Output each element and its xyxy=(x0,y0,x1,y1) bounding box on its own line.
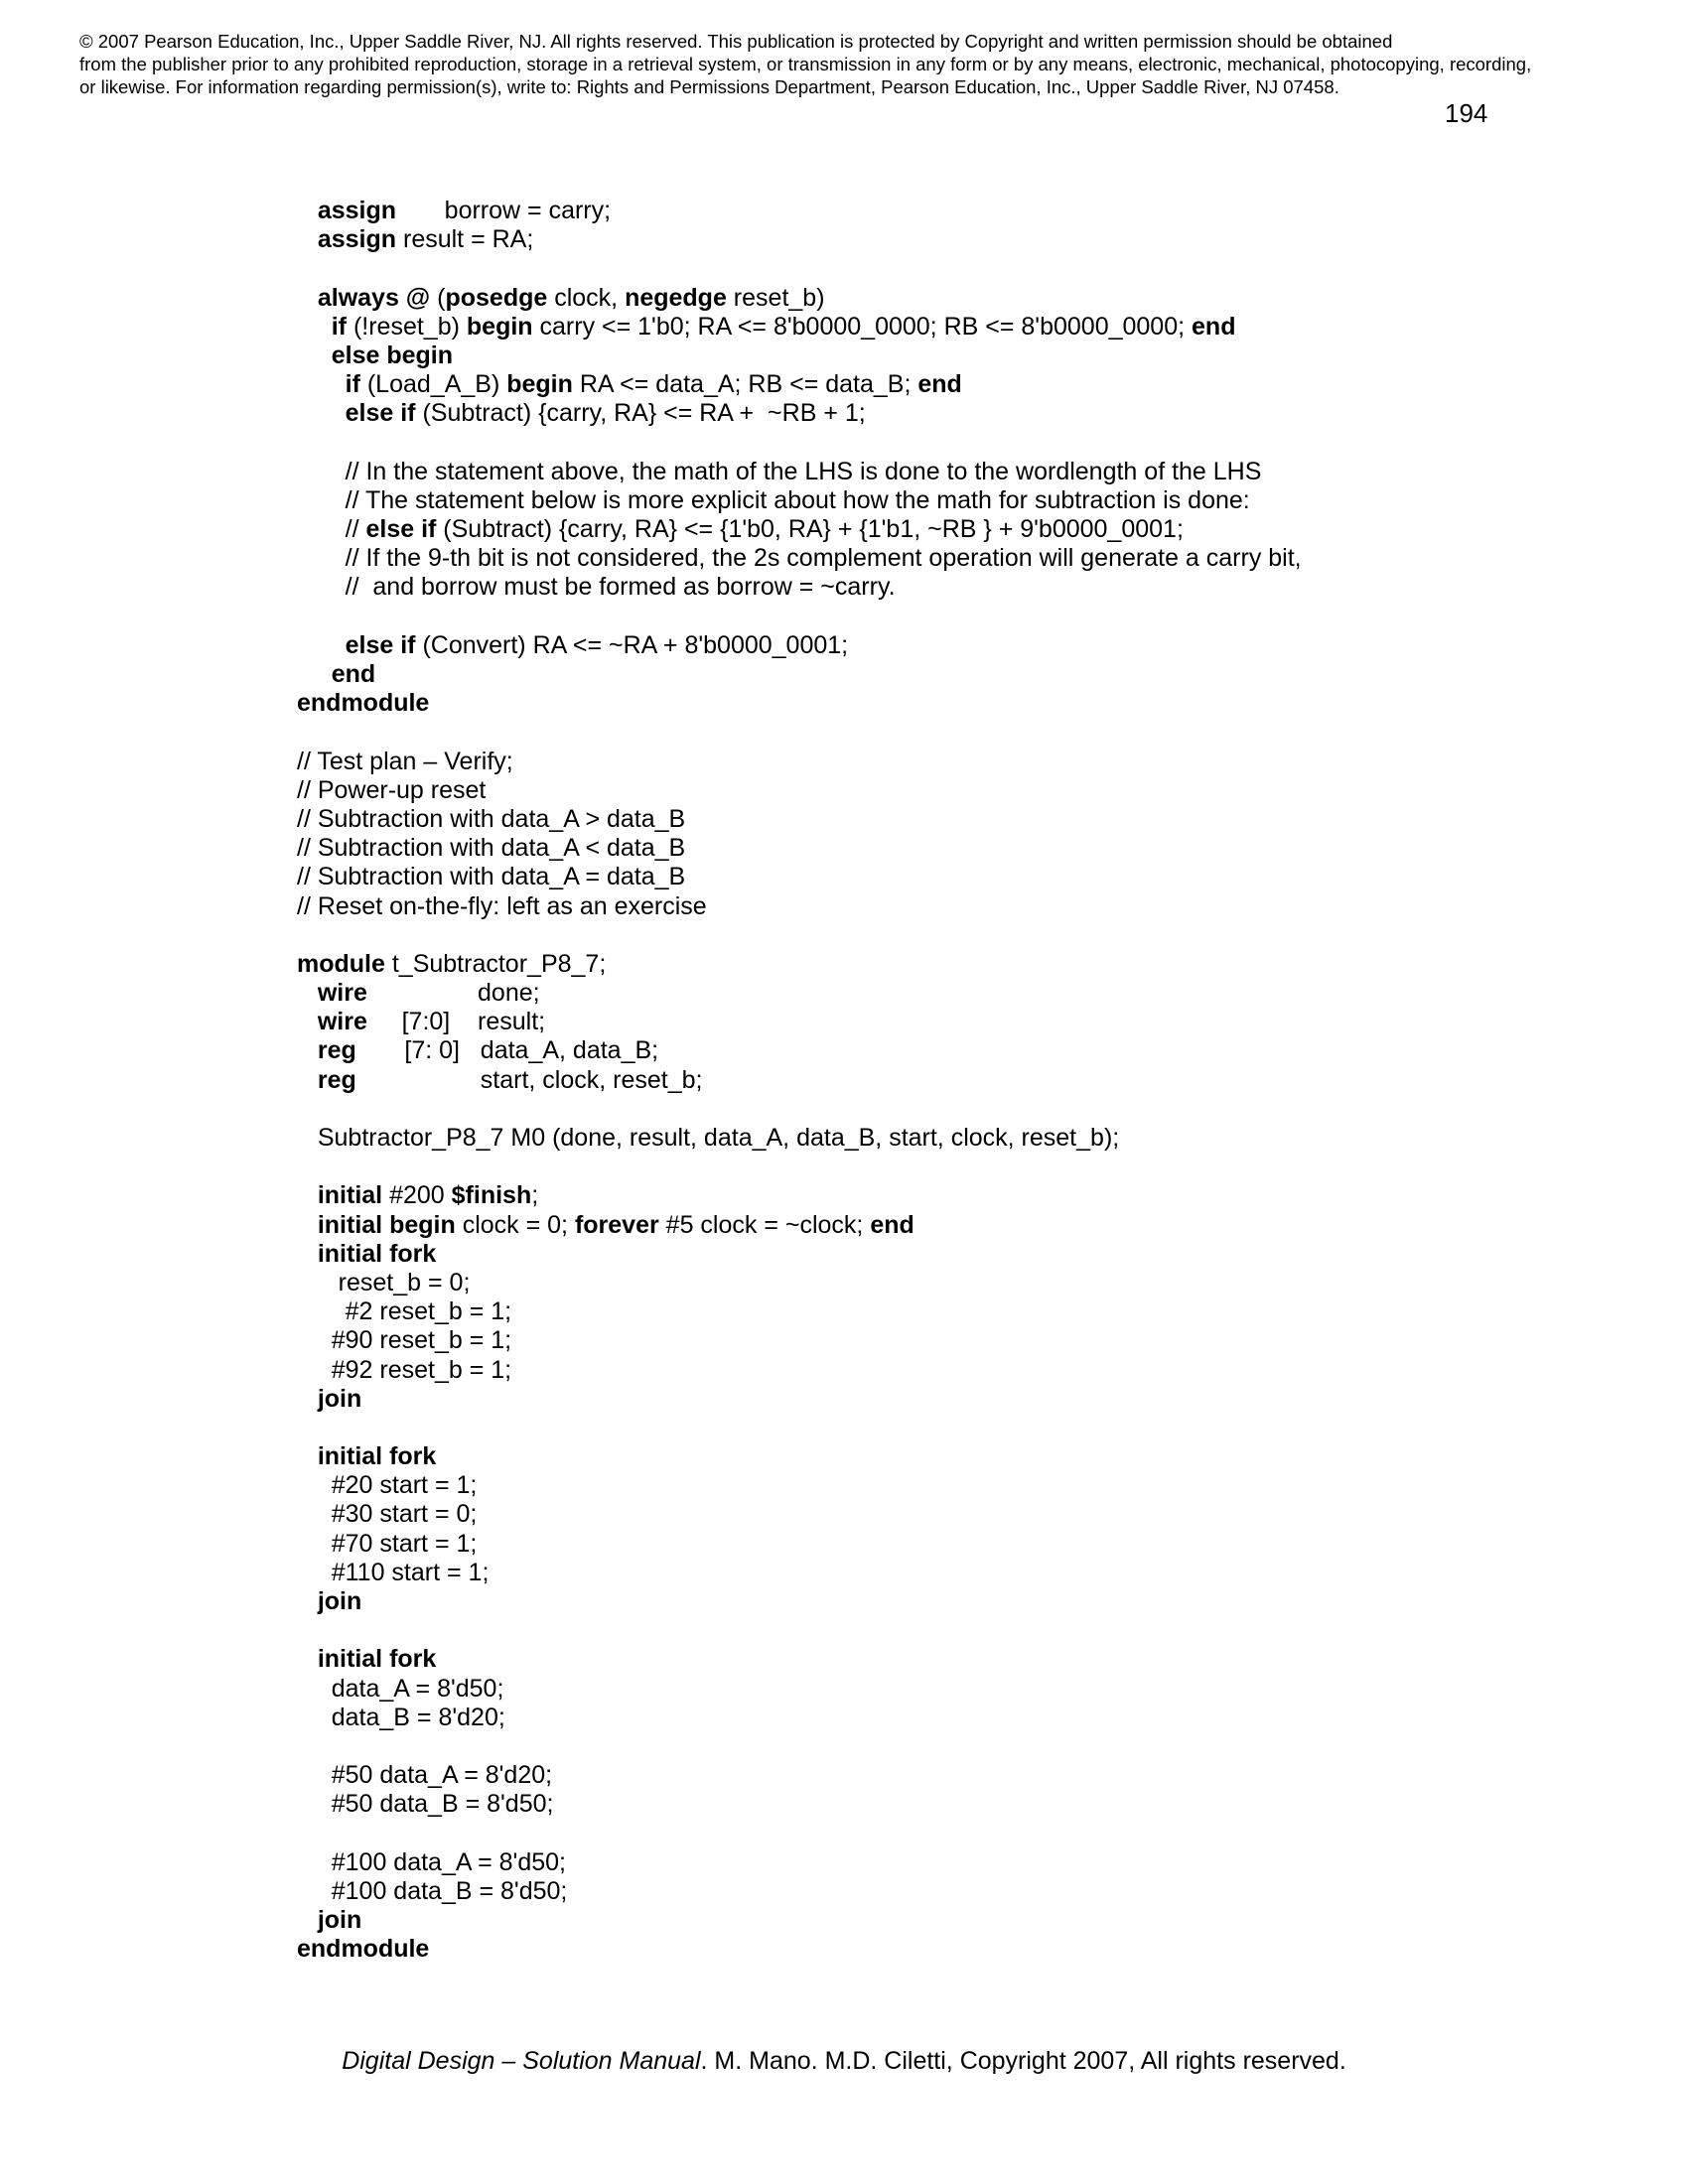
code-line xyxy=(297,1530,1439,1559)
verilog-code-listing xyxy=(297,197,1439,1964)
code-text: ( xyxy=(430,283,446,312)
code-text xyxy=(297,631,346,659)
code-keyword: else begin xyxy=(331,341,453,369)
code-text: #30 start = 0; xyxy=(297,1500,478,1529)
code-line xyxy=(297,1326,1439,1355)
code-text: // If the 9-th bit is not considered, the 2s complement operation will generate a carry bit, xyxy=(297,544,1302,573)
code-text: // Power-up reset xyxy=(297,775,487,804)
code-keyword: join xyxy=(317,1906,362,1935)
code-keyword: if xyxy=(331,312,348,341)
code-line xyxy=(297,1645,1439,1674)
code-keyword: module xyxy=(297,949,385,978)
code-keyword: else if xyxy=(365,515,437,544)
code-keyword: assign xyxy=(317,225,397,254)
copyright-line: or likewise. For information regarding permission(s), write to: Rights and Permissions Department, Pearson Education, Inc., Upper Saddle River, NJ 07458. xyxy=(79,76,1339,97)
code-keyword: join xyxy=(317,1587,362,1615)
code-line xyxy=(297,660,1439,689)
code-keyword: $finish xyxy=(451,1181,532,1210)
code-text xyxy=(297,1211,318,1239)
code-text: #50 data_B = 8'd50; xyxy=(297,1790,554,1819)
code-line xyxy=(297,805,1439,834)
code-keyword: posedge xyxy=(445,283,548,312)
code-line xyxy=(297,631,1439,660)
code-text: [7:0] result; xyxy=(366,1008,546,1036)
code-keyword: else if xyxy=(345,630,416,659)
code-line xyxy=(297,254,1439,283)
code-text xyxy=(297,1008,318,1035)
code-line xyxy=(297,689,1439,718)
code-keyword: wire xyxy=(317,1008,367,1036)
code-text xyxy=(297,399,346,427)
code-text: #5 clock = ~clock; xyxy=(658,1210,871,1239)
code-text: reset_b = 0; xyxy=(297,1268,471,1297)
code-keyword: initial fork xyxy=(317,1442,437,1471)
code-line xyxy=(297,834,1439,863)
code-line xyxy=(297,1181,1439,1210)
code-text: carry <= 1'b0; RA <= 8'b0000_0000; RB <= 8'b0000_0000; xyxy=(532,312,1193,341)
code-text: (Convert) RA <= ~RA + 8'b0000_0001; xyxy=(415,630,849,659)
code-line xyxy=(297,1820,1439,1848)
code-line xyxy=(297,603,1439,631)
code-text: Subtractor_P8_7 M0 (done, result, data_A, data_B, start, clock, reset_b); xyxy=(297,1124,1120,1152)
code-keyword: initial xyxy=(317,1181,383,1210)
code-line xyxy=(297,284,1439,313)
code-keyword: end xyxy=(870,1210,914,1239)
code-line xyxy=(297,1442,1439,1471)
code-keyword: reg xyxy=(317,1036,356,1065)
footer-credits: . M. Mano. M.D. Ciletti, Copyright 2007, All rights reserved. xyxy=(700,2047,1346,2075)
code-line xyxy=(297,1732,1439,1761)
code-text xyxy=(297,1587,318,1615)
code-line xyxy=(297,515,1439,544)
code-line xyxy=(297,458,1439,486)
code-text: // The statement below is more explicit about how the math for subtraction is done: xyxy=(297,485,1250,514)
code-keyword: forever xyxy=(574,1210,659,1239)
code-keyword: if xyxy=(345,370,360,399)
code-text xyxy=(297,1181,318,1209)
code-keyword: end xyxy=(1192,312,1236,341)
code-line xyxy=(297,370,1439,399)
footer-title: Digital Design – Solution Manual xyxy=(342,2047,701,2075)
code-line xyxy=(297,921,1439,950)
code-line xyxy=(297,1587,1439,1616)
code-keyword: end xyxy=(331,660,376,688)
code-line xyxy=(297,544,1439,573)
code-line xyxy=(297,341,1439,370)
code-text xyxy=(297,225,318,253)
code-line xyxy=(297,1036,1439,1065)
code-line xyxy=(297,1385,1439,1414)
code-text: // and borrow must be formed as borrow = ~carry. xyxy=(297,573,896,602)
code-text xyxy=(297,197,318,224)
code-keyword: initial fork xyxy=(317,1239,437,1268)
code-text: #100 data_A = 8'd50; xyxy=(297,1847,566,1876)
code-line xyxy=(297,1790,1439,1819)
code-line xyxy=(297,748,1439,776)
code-keyword: initial begin xyxy=(317,1210,456,1239)
code-line xyxy=(297,1356,1439,1385)
code-line xyxy=(297,776,1439,805)
code-text: #90 reset_b = 1; xyxy=(297,1326,512,1355)
code-text xyxy=(297,979,318,1007)
code-keyword: assign xyxy=(317,197,397,224)
code-text xyxy=(297,284,318,312)
copyright-notice xyxy=(79,30,1628,98)
code-text: data_B = 8'd20; xyxy=(297,1703,505,1731)
code-line xyxy=(297,1761,1439,1790)
code-line xyxy=(297,1066,1439,1095)
code-text: done; xyxy=(366,979,540,1008)
code-text: #50 data_A = 8'd20; xyxy=(297,1761,553,1790)
code-text: // xyxy=(297,515,366,544)
code-keyword: else if xyxy=(345,399,416,428)
code-text: #200 xyxy=(382,1181,452,1210)
code-line xyxy=(297,1471,1439,1500)
code-keyword: initial fork xyxy=(317,1645,437,1674)
code-text: borrow = carry; xyxy=(396,197,612,224)
code-keyword: always @ xyxy=(317,283,431,312)
code-text xyxy=(297,1036,318,1064)
code-text xyxy=(297,1645,318,1673)
code-text: (Subtract) {carry, RA} <= RA + ~RB + 1; xyxy=(415,399,866,428)
code-text: result = RA; xyxy=(396,225,534,254)
page-footer xyxy=(0,2047,1688,2076)
code-text: // In the statement above, the math of the LHS is done to the wordlength of the LHS xyxy=(297,457,1262,485)
code-text xyxy=(297,341,332,369)
code-text: data_A = 8'd50; xyxy=(297,1674,504,1703)
code-text xyxy=(297,1066,318,1094)
code-line xyxy=(297,429,1439,458)
code-line xyxy=(297,950,1439,979)
code-text: // Test plan – Verify; xyxy=(297,747,513,775)
code-text xyxy=(297,1385,318,1413)
code-text: // Reset on-the-fly: left as an exercise xyxy=(297,891,707,920)
code-line xyxy=(297,979,1439,1008)
code-line xyxy=(297,1095,1439,1124)
code-text: (Subtract) {carry, RA} <= {1'b0, RA} + {1'b1, ~RB } + 9'b0000_0001; xyxy=(436,515,1184,544)
code-text: (!reset_b) xyxy=(347,312,467,341)
code-text: clock = 0; xyxy=(455,1210,575,1239)
code-text: reset_b) xyxy=(726,283,825,312)
code-line xyxy=(297,1500,1439,1529)
code-line xyxy=(297,863,1439,891)
code-line xyxy=(297,718,1439,747)
code-text: // Subtraction with data_A = data_B xyxy=(297,863,686,891)
code-text xyxy=(297,313,332,341)
code-line xyxy=(297,1008,1439,1036)
code-keyword: endmodule xyxy=(297,1935,430,1964)
code-text xyxy=(297,1442,318,1470)
code-text: // Subtraction with data_A < data_B xyxy=(297,834,686,863)
code-line xyxy=(297,1559,1439,1587)
code-keyword: begin xyxy=(466,312,533,341)
code-line xyxy=(297,1414,1439,1442)
code-line xyxy=(297,1906,1439,1935)
code-line xyxy=(297,225,1439,254)
code-text: t_Subtractor_P8_7; xyxy=(384,949,607,978)
code-text xyxy=(297,1240,318,1268)
code-text: start, clock, reset_b; xyxy=(355,1065,703,1094)
copyright-line: © 2007 Pearson Education, Inc., Upper Saddle River, NJ. All rights reserved. This publication is protected by Copyright and written permission should be obtained xyxy=(79,31,1393,52)
code-text xyxy=(297,370,346,398)
code-text: #70 start = 1; xyxy=(297,1529,478,1558)
code-keyword: reg xyxy=(317,1065,356,1094)
code-text: #20 start = 1; xyxy=(297,1471,478,1500)
code-keyword: join xyxy=(317,1384,362,1413)
code-text: #92 reset_b = 1; xyxy=(297,1355,512,1384)
code-line xyxy=(297,892,1439,921)
code-line xyxy=(297,1124,1439,1153)
copyright-line: from the publisher prior to any prohibited reproduction, storage in a retrieval system, or transmission in any form or by any means, electronic, mechanical, photocopying, recording, xyxy=(79,54,1532,74)
code-text: ; xyxy=(531,1181,539,1210)
code-text: #2 reset_b = 1; xyxy=(297,1297,512,1326)
code-line xyxy=(297,1704,1439,1732)
code-keyword: endmodule xyxy=(297,689,430,718)
code-text xyxy=(297,660,332,688)
code-line xyxy=(297,1240,1439,1269)
code-line xyxy=(297,486,1439,515)
code-text: #110 start = 1; xyxy=(297,1558,490,1586)
code-keyword: wire xyxy=(317,979,367,1008)
code-line xyxy=(297,313,1439,341)
code-text: #100 data_B = 8'd50; xyxy=(297,1876,568,1905)
code-line xyxy=(297,1153,1439,1181)
code-keyword: negedge xyxy=(625,283,727,312)
code-line xyxy=(297,1848,1439,1877)
code-line xyxy=(297,1297,1439,1326)
code-text: clock, xyxy=(547,283,626,312)
code-line xyxy=(297,399,1439,428)
code-text xyxy=(297,1906,318,1934)
code-line xyxy=(297,1675,1439,1704)
code-text: (Load_A_B) xyxy=(359,370,507,399)
code-line xyxy=(297,1877,1439,1906)
code-text: [7: 0] data_A, data_B; xyxy=(355,1036,659,1065)
code-line xyxy=(297,1269,1439,1297)
page-number: 194 xyxy=(1445,98,1488,128)
code-line xyxy=(297,1211,1439,1240)
code-text: // Subtraction with data_A > data_B xyxy=(297,804,686,833)
code-line xyxy=(297,573,1439,602)
code-line xyxy=(297,1935,1439,1964)
code-line xyxy=(297,1616,1439,1645)
code-keyword: end xyxy=(917,370,962,399)
code-text: RA <= data_A; RB <= data_B; xyxy=(572,370,918,399)
code-keyword: begin xyxy=(506,370,573,399)
code-line xyxy=(297,197,1439,225)
